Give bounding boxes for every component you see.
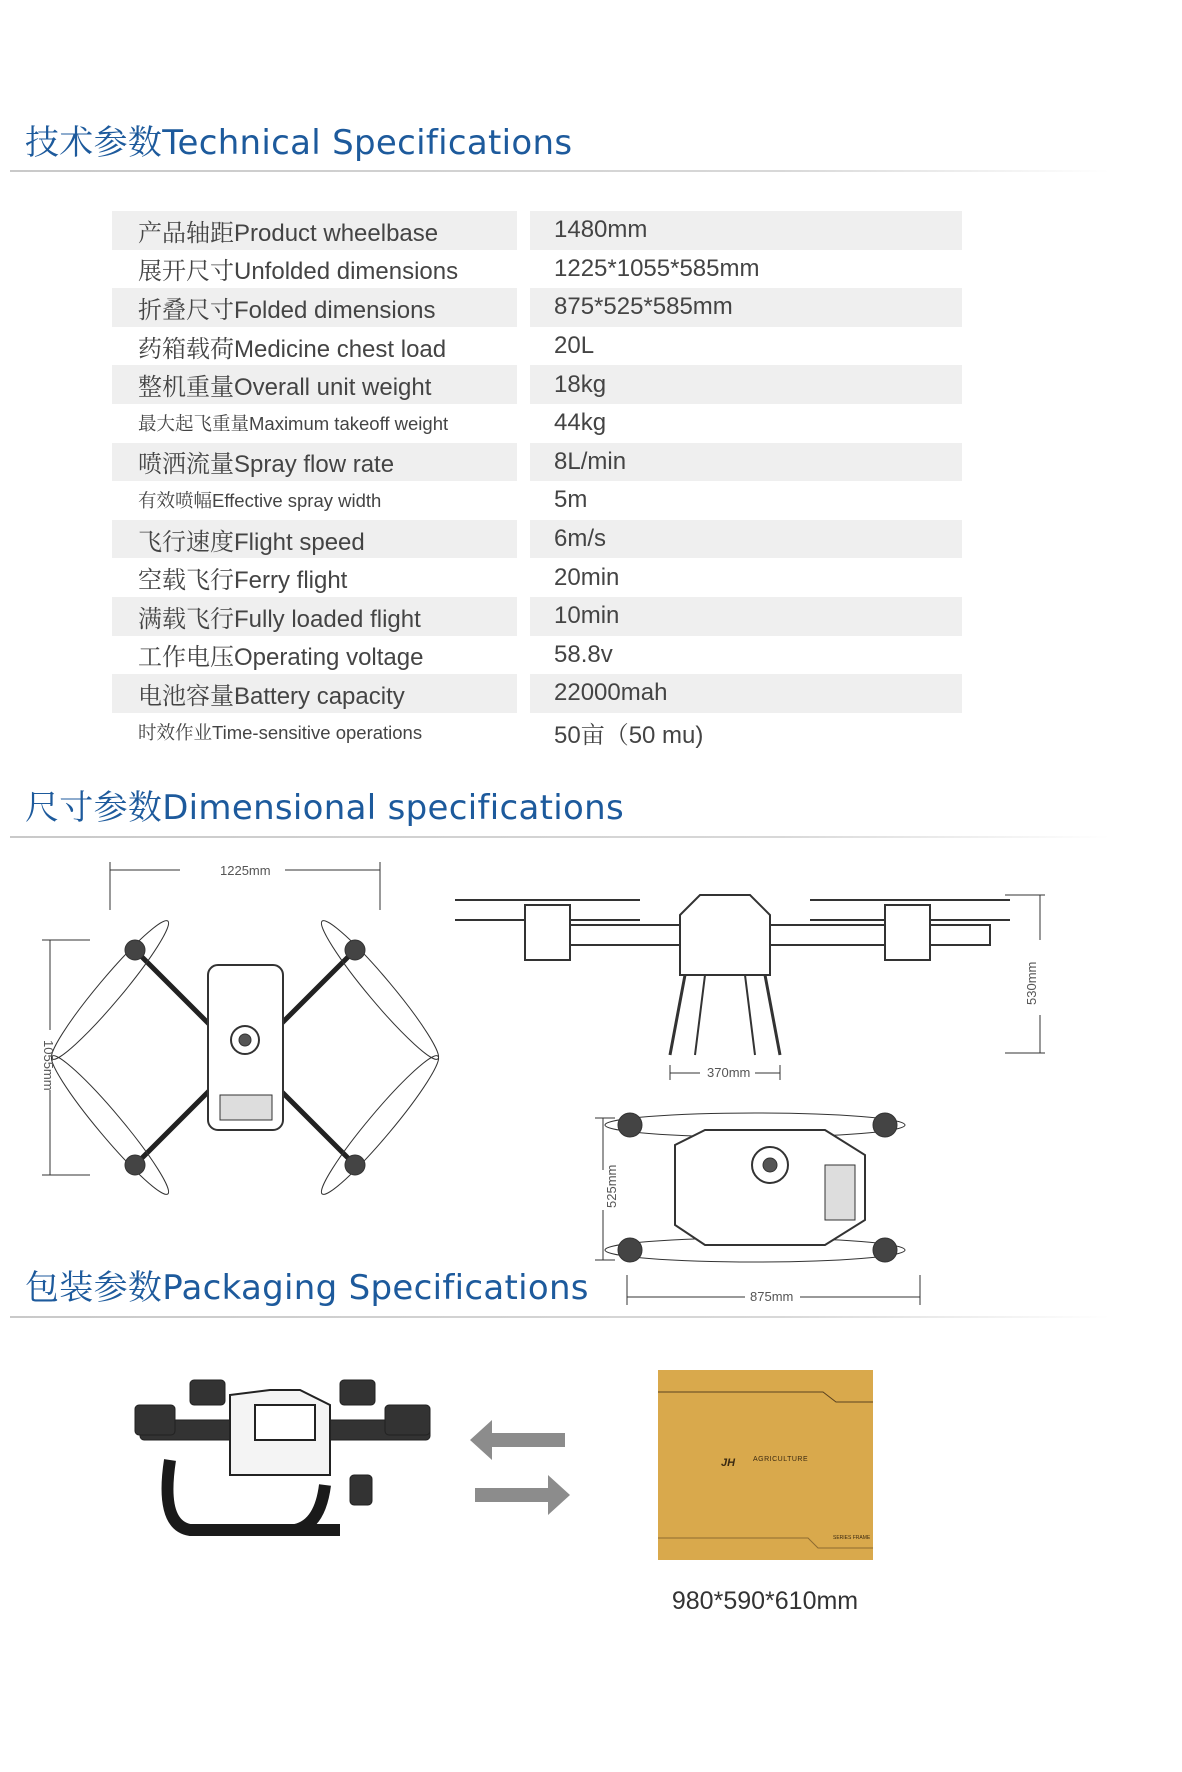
spec-label: 满载飞行Fully loaded flight xyxy=(112,597,517,636)
spec-label: 产品轴距Product wheelbase xyxy=(112,211,517,250)
spec-row xyxy=(112,674,962,713)
section-divider xyxy=(10,1316,1110,1318)
drone-side-view-drawing xyxy=(440,865,1060,1095)
packaging-section-title: 包装参数Packaging Specifications xyxy=(25,1268,589,1308)
spec-value: 50亩（50 mu) xyxy=(554,721,704,749)
spec-value: 20min xyxy=(554,563,620,591)
side-height-label: 530mm xyxy=(1024,961,1039,1005)
spec-label: 时效作业Time-sensitive operations xyxy=(138,722,423,744)
spec-row xyxy=(112,636,962,675)
top-height-label: 1055mm xyxy=(41,1040,56,1091)
packaging-size: 980*590*610mm xyxy=(671,1587,859,1615)
spec-row xyxy=(112,443,962,482)
drone-folded-view-drawing xyxy=(595,1100,945,1315)
section-divider xyxy=(10,170,1110,172)
spec-label: 最大起飞重量Maximum takeoff weight xyxy=(138,413,449,435)
spec-value: 8L/min xyxy=(530,443,962,482)
spec-row xyxy=(112,713,962,752)
spec-label: 展开尺寸Unfolded dimensions xyxy=(138,258,459,286)
packaging-box xyxy=(658,1370,873,1560)
spec-value: 20L xyxy=(554,332,595,360)
spec-value: 875*525*585mm xyxy=(530,288,962,327)
box-brand-label: AGRICULTURE xyxy=(753,1456,809,1463)
spec-value: 58.8v xyxy=(554,640,613,668)
technical-section-title: 技术参数Technical Specifications xyxy=(25,123,573,163)
svg-text:JH: JH xyxy=(721,1457,736,1469)
spec-row xyxy=(112,520,962,559)
spec-value: 5m xyxy=(554,486,588,514)
spec-value: 44kg xyxy=(554,409,607,437)
spec-label: 折叠尺寸Folded dimensions xyxy=(112,288,517,327)
spec-label: 空载飞行Ferry flight xyxy=(138,567,348,595)
spec-value: 1480mm xyxy=(530,211,962,250)
spec-row xyxy=(112,365,962,404)
top-width-label: 1225mm xyxy=(220,863,271,878)
spec-label: 药箱载荷Medicine chest load xyxy=(138,335,447,363)
arrow-right-icon xyxy=(470,1475,570,1515)
spec-label: 工作电压Operating voltage xyxy=(138,644,424,672)
folded-width-label: 875mm xyxy=(750,1289,794,1304)
spec-value: 6m/s xyxy=(530,520,962,559)
spec-row xyxy=(112,597,962,636)
section-divider xyxy=(10,836,1110,838)
spec-label: 喷洒流量Spray flow rate xyxy=(112,443,517,482)
spec-row xyxy=(112,327,962,366)
spec-row xyxy=(112,250,962,289)
side-width-label: 370mm xyxy=(707,1065,751,1080)
spec-label: 电池容量Battery capacity xyxy=(112,674,517,713)
spec-label: 整机重量Overall unit weight xyxy=(112,365,517,404)
folded-height-label: 525mm xyxy=(604,1164,619,1208)
spec-row xyxy=(112,288,962,327)
drone-top-view-drawing xyxy=(30,850,450,1250)
dimensional-section-title: 尺寸参数Dimensional specifications xyxy=(25,788,624,828)
spec-value: 10min xyxy=(530,597,962,636)
spec-row xyxy=(112,211,962,250)
drone-illustration xyxy=(130,1365,440,1555)
spec-row xyxy=(112,481,962,520)
spec-value: 1225*1055*585mm xyxy=(554,254,760,282)
spec-row xyxy=(112,404,962,443)
arrow-left-icon xyxy=(470,1420,570,1460)
spec-label: 有效喷幅Effective spray width xyxy=(138,490,382,512)
spec-value: 22000mah xyxy=(530,674,962,713)
spec-label: 飞行速度Flight speed xyxy=(112,520,517,559)
spec-table xyxy=(112,211,962,751)
box-series-label: SERIES FRAME xyxy=(833,1535,871,1541)
spec-value: 18kg xyxy=(530,365,962,404)
spec-row xyxy=(112,558,962,597)
